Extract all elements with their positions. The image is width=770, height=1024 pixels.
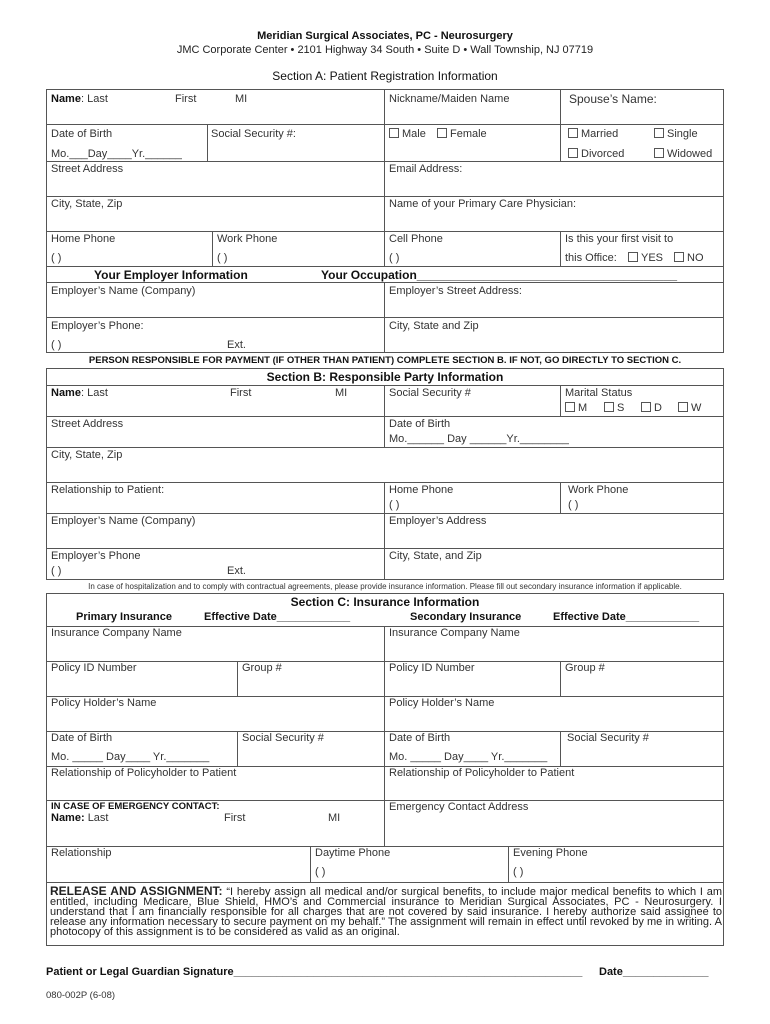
rp-employer-name-label: Employer’s Name (Company) <box>51 515 196 527</box>
checkbox-icon <box>678 402 688 412</box>
no-checkbox[interactable]: NO <box>674 252 704 264</box>
practice-name: Meridian Surgical Associates, PC - Neurosurgery <box>257 30 513 42</box>
secondary-group-label: Group # <box>565 662 605 674</box>
primary-group-label: Group # <box>242 662 282 674</box>
mi-label: MI <box>235 93 248 105</box>
secondary-insurance-heading: Secondary Insurance <box>410 611 522 623</box>
work-phone-paren: ( ) <box>217 252 228 264</box>
this-office-label: this Office: <box>565 252 617 264</box>
checkbox-icon <box>654 148 664 158</box>
primary-insurance-heading: Primary Insurance <box>76 611 172 623</box>
female-checkbox[interactable]: Female <box>437 128 487 140</box>
divorced-checkbox[interactable]: Divorced <box>568 148 624 160</box>
emergency-heading: IN CASE OF EMERGENCY CONTACT: <box>51 801 220 812</box>
employer-info-heading: Your Employer Information <box>94 268 248 282</box>
male-checkbox[interactable]: Male <box>389 128 426 140</box>
evening-phone-paren: ( ) <box>513 866 524 878</box>
first-name-label: First <box>175 93 197 105</box>
rp-w-checkbox[interactable]: W <box>678 402 701 414</box>
primary-policy-id-label: Policy ID Number <box>51 662 137 674</box>
emergency-name-label: Name: Last <box>51 812 109 824</box>
rp-employer-city-label: City, State, and Zip <box>389 550 482 562</box>
form-id: 080-002P (6-08) <box>46 990 116 1001</box>
rp-city-label: City, State, Zip <box>51 449 123 461</box>
primary-relationship-label: Relationship of Policyholder to Patient <box>51 767 237 779</box>
checkbox-icon <box>568 128 578 138</box>
rp-ext-label: Ext. <box>227 565 246 577</box>
home-phone-paren: ( ) <box>51 252 62 264</box>
spouse-name-label: Spouse’s Name: <box>569 92 657 106</box>
cell-phone-paren: ( ) <box>389 252 400 264</box>
employer-ext-label: Ext. <box>227 339 246 351</box>
rp-mi-label: MI <box>335 387 348 399</box>
emergency-mi-label: MI <box>328 812 341 824</box>
checkbox-icon <box>604 402 614 412</box>
rp-employer-phone-paren: ( ) <box>51 565 62 577</box>
email-label: Email Address: <box>389 163 463 175</box>
rp-work-phone-paren: ( ) <box>568 499 579 511</box>
rp-employer-phone-label: Employer’s Phone <box>51 550 141 562</box>
name-field-label: Name: Last <box>51 93 108 105</box>
checkbox-icon <box>654 128 664 138</box>
rp-home-phone-paren: ( ) <box>389 499 400 511</box>
evening-phone-label: Evening Phone <box>513 847 588 859</box>
occupation-heading: Your Occupation_______________________________________ <box>321 268 678 282</box>
rp-ssn-label: Social Security # <box>389 387 471 399</box>
rp-d-checkbox[interactable]: D <box>641 402 662 414</box>
section-c-title: Section C: Insurance Information <box>290 595 480 609</box>
checkbox-icon <box>641 402 651 412</box>
responsible-party-notice: PERSON RESPONSIBLE FOR PAYMENT (IF OTHER THAN PATIENT) COMPLETE SECTION B. IF NOT, GO DIRECTLY TO SECTION C. <box>88 355 682 366</box>
employer-phone-paren: ( ) <box>51 339 62 351</box>
secondary-relationship-label: Relationship of Policyholder to Patient <box>389 767 575 779</box>
primary-effective-date: Effective Date____________ <box>204 611 351 623</box>
ssn-label: Social Security #: <box>211 128 296 140</box>
emergency-address-label: Emergency Contact Address <box>389 801 529 813</box>
release-and-assignment <box>50 886 722 937</box>
secondary-dob-label: Date of Birth <box>389 732 451 744</box>
single-checkbox[interactable]: Single <box>654 128 698 140</box>
primary-dob-label: Date of Birth <box>51 732 113 744</box>
pcp-label: Name of your Primary Care Physician: <box>389 198 577 210</box>
dob-label: Date of Birth <box>51 128 113 140</box>
emergency-first-label: First <box>224 812 246 824</box>
signature-line[interactable]: Patient or Legal Guardian Signature_________________________________________________________ <box>46 966 583 978</box>
rp-first-label: First <box>230 387 252 399</box>
section-a-title: Section A: Patient Registration Information <box>272 69 498 83</box>
street-address-label: Street Address <box>51 163 124 175</box>
daytime-phone-paren: ( ) <box>315 866 326 878</box>
employer-street-label: Employer’s Street Address: <box>389 285 522 297</box>
primary-company-label: Insurance Company Name <box>51 627 182 639</box>
dob-line: Mo.___Day____Yr.______ <box>51 148 182 160</box>
rp-s-checkbox[interactable]: S <box>604 402 624 414</box>
married-checkbox[interactable]: Married <box>568 128 618 140</box>
rp-home-phone-label: Home Phone <box>389 484 454 496</box>
rp-street-label: Street Address <box>51 418 124 430</box>
insurance-notice: In case of hospitalization and to comply with contractual agreements, please provide insurance information. Please fill out secondary insurance information if applicable. <box>88 582 682 591</box>
checkbox-icon <box>437 128 447 138</box>
nickname-label: Nickname/Maiden Name <box>389 93 510 105</box>
rp-employer-address-label: Employer’s Address <box>389 515 487 527</box>
rp-relationship-label: Relationship to Patient: <box>51 484 165 496</box>
release-text: “I hereby assign all medical and/or surgical benefits, to include major medical benefits to which I am entitled, including Medicare, Blue Shield, HMO’s and Commercial insurance to Meridian Surgical Associates, PC - Neurosurgery. I understand that I am financially responsible for all charges that are not covered by said insurance. I hereby authorize said assignee to release any information necessary to secure payment on my behalf.” The assignment will remain in effect until revoked by me in writing. A photocopy of this assignment is to be considered as valid as an original. <box>50 886 723 938</box>
rp-m-checkbox[interactable]: M <box>565 402 587 414</box>
checkbox-icon <box>628 252 638 262</box>
rp-name-label: Name: Last <box>51 387 108 399</box>
release-heading: RELEASE AND ASSIGNMENT: <box>50 884 223 898</box>
checkbox-icon <box>568 148 578 158</box>
checkbox-icon <box>389 128 399 138</box>
primary-ssn-label: Social Security # <box>242 732 324 744</box>
first-visit-label: Is this your first visit to <box>565 233 674 245</box>
practice-address: JMC Corporate Center • 2101 Highway 34 South • Suite D • Wall Township, NJ 07719 <box>176 44 594 56</box>
rp-dob-line: Mo.______ Day ______Yr.________ <box>389 433 569 445</box>
secondary-effective-date: Effective Date____________ <box>553 611 700 623</box>
home-phone-label: Home Phone <box>51 233 116 245</box>
rp-marital-label: Marital Status <box>565 387 633 399</box>
secondary-policy-id-label: Policy ID Number <box>389 662 475 674</box>
date-line[interactable]: Date______________ <box>599 966 709 978</box>
primary-dob-line: Mo. _____ Day____ Yr._______ <box>51 751 210 763</box>
work-phone-label: Work Phone <box>217 233 278 245</box>
secondary-company-label: Insurance Company Name <box>389 627 520 639</box>
secondary-dob-line: Mo. _____ Day____ Yr._______ <box>389 751 548 763</box>
employer-city-label: City, State and Zip <box>389 320 479 332</box>
employer-phone-label: Employer’s Phone: <box>51 320 144 332</box>
rp-work-phone-label: Work Phone <box>568 484 629 496</box>
checkbox-icon <box>565 402 575 412</box>
employer-name-label: Employer’s Name (Company) <box>51 285 196 297</box>
secondary-holder-label: Policy Holder’s Name <box>389 697 495 709</box>
emergency-relationship-label: Relationship <box>51 847 112 859</box>
secondary-ssn-label: Social Security # <box>567 732 649 744</box>
cell-phone-label: Cell Phone <box>389 233 443 245</box>
primary-holder-label: Policy Holder’s Name <box>51 697 157 709</box>
widowed-checkbox[interactable]: Widowed <box>654 148 712 160</box>
rp-dob-label: Date of Birth <box>389 418 451 430</box>
city-state-zip-label: City, State, Zip <box>51 198 123 210</box>
daytime-phone-label: Daytime Phone <box>315 847 391 859</box>
checkbox-icon <box>674 252 684 262</box>
section-b-title: Section B: Responsible Party Information <box>266 370 504 384</box>
yes-checkbox[interactable]: YES <box>628 252 663 264</box>
